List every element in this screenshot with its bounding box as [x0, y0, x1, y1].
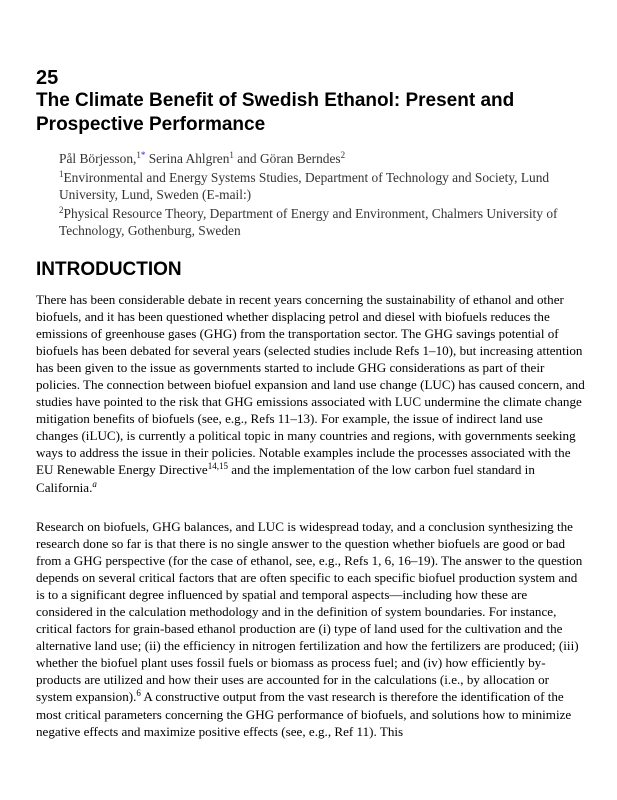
author-name: and Göran Berndes [233, 151, 341, 166]
affiliation-2 [59, 205, 589, 239]
author-name: Serina Ahlgren [145, 151, 230, 166]
affiliation-ref: 1 [229, 150, 234, 160]
affiliation-ref: 1 [136, 150, 141, 160]
chapter-number: 25 [36, 67, 59, 89]
affiliation-ref: 2 [340, 150, 346, 160]
body-paragraph [36, 291, 586, 496]
paragraph-text: and the implementation of the low carbon fuel standard in California. [36, 462, 535, 495]
section-heading: INTRODUCTION [36, 259, 182, 280]
reference-citation[interactable]: 14,15 [207, 461, 228, 472]
affiliation-1 [59, 169, 589, 203]
affiliation-marker: 2 [59, 205, 64, 215]
footnote-marker[interactable]: a [92, 478, 97, 489]
body-paragraph [36, 518, 586, 740]
affiliation-marker: 1 [59, 169, 64, 179]
affiliation-text: Physical Resource Theory, Department of Energy and Environment, Chalmers University of Technology, Gothenburg, Sweden [59, 206, 558, 238]
affiliation-text: Environmental and Energy Systems Studies, Department of Technology and Society, Lund University, Lund, Sweden (E-mail:) [59, 170, 550, 202]
author-line [59, 150, 589, 167]
corresponding-author-link[interactable]: * [140, 150, 146, 160]
paragraph-text: There has been considerable debate in recent years concerning the sustainability of ethanol and other biofuels, and it has been questioned whether displacing petrol and diesel with biofuels reduces the emissions of greenhouse gases (GHG) from the transportation sector. The GHG savings potential of biofuels has been debated for several years (selected studies include Refs 1–10), but increasing attention has been given to the issue as governments started to include GHG considerations as part of their policies. The connection between biofuel expansion and land use change (LUC) has caused concern, and studies have pointed to the risk that GHG emissions associated with LUC undermine the climate change mitigation benefits of biofuels (see, e.g., Refs 11–13). For example, the issue of indirect land use changes (iLUC), is currently a political topic in many countries and regions, with governments seeking ways to address the issue in their policies. Notable examples include the processes associated with the EU Renewable Energy Directive [36, 292, 585, 478]
paragraph-text: A constructive output from the vast research is therefore the identification of the most critical parameters concerning the GHG performance of biofuels, and solutions how to minimize negative effects and maximize positive effects (see, e.g., Ref 11). This [36, 689, 572, 739]
author-name: Pål Börjesson, [59, 151, 137, 166]
reference-citation[interactable]: 6 [136, 688, 141, 699]
paragraph-text: Research on biofuels, GHG balances, and LUC is widespread today, and a conclusion synthesizing the research done so far is that there is no single answer to the question whether biofuels are good or bad from a GHG perspective (for the case of ethanol, see, e.g., Refs 1, 6, 16–19). The answer to the question depends on several critical factors that are often specific to each specific biofuel production system and is to a significant degree influenced by spatial and temporal aspects—including how these are considered in the calculation methodology and in the definition of system boundaries. For instance, critical factors for grain-based ethanol production are (i) type of land used for the cultivation and the alternative land use; (ii) the efficiency in nitrogen fertilization and how the fertilizers are produced; (iii) whether the biofuel plant uses fossil fuels or biomass as process fuel; and (iv) how efficiently by-products are utilized and how their uses are accounted for in the calculations (i.e., by allocation or system expansion). [36, 519, 583, 705]
chapter-title: The Climate Benefit of Swedish Ethanol: Present and Prospective Performance [36, 90, 515, 135]
